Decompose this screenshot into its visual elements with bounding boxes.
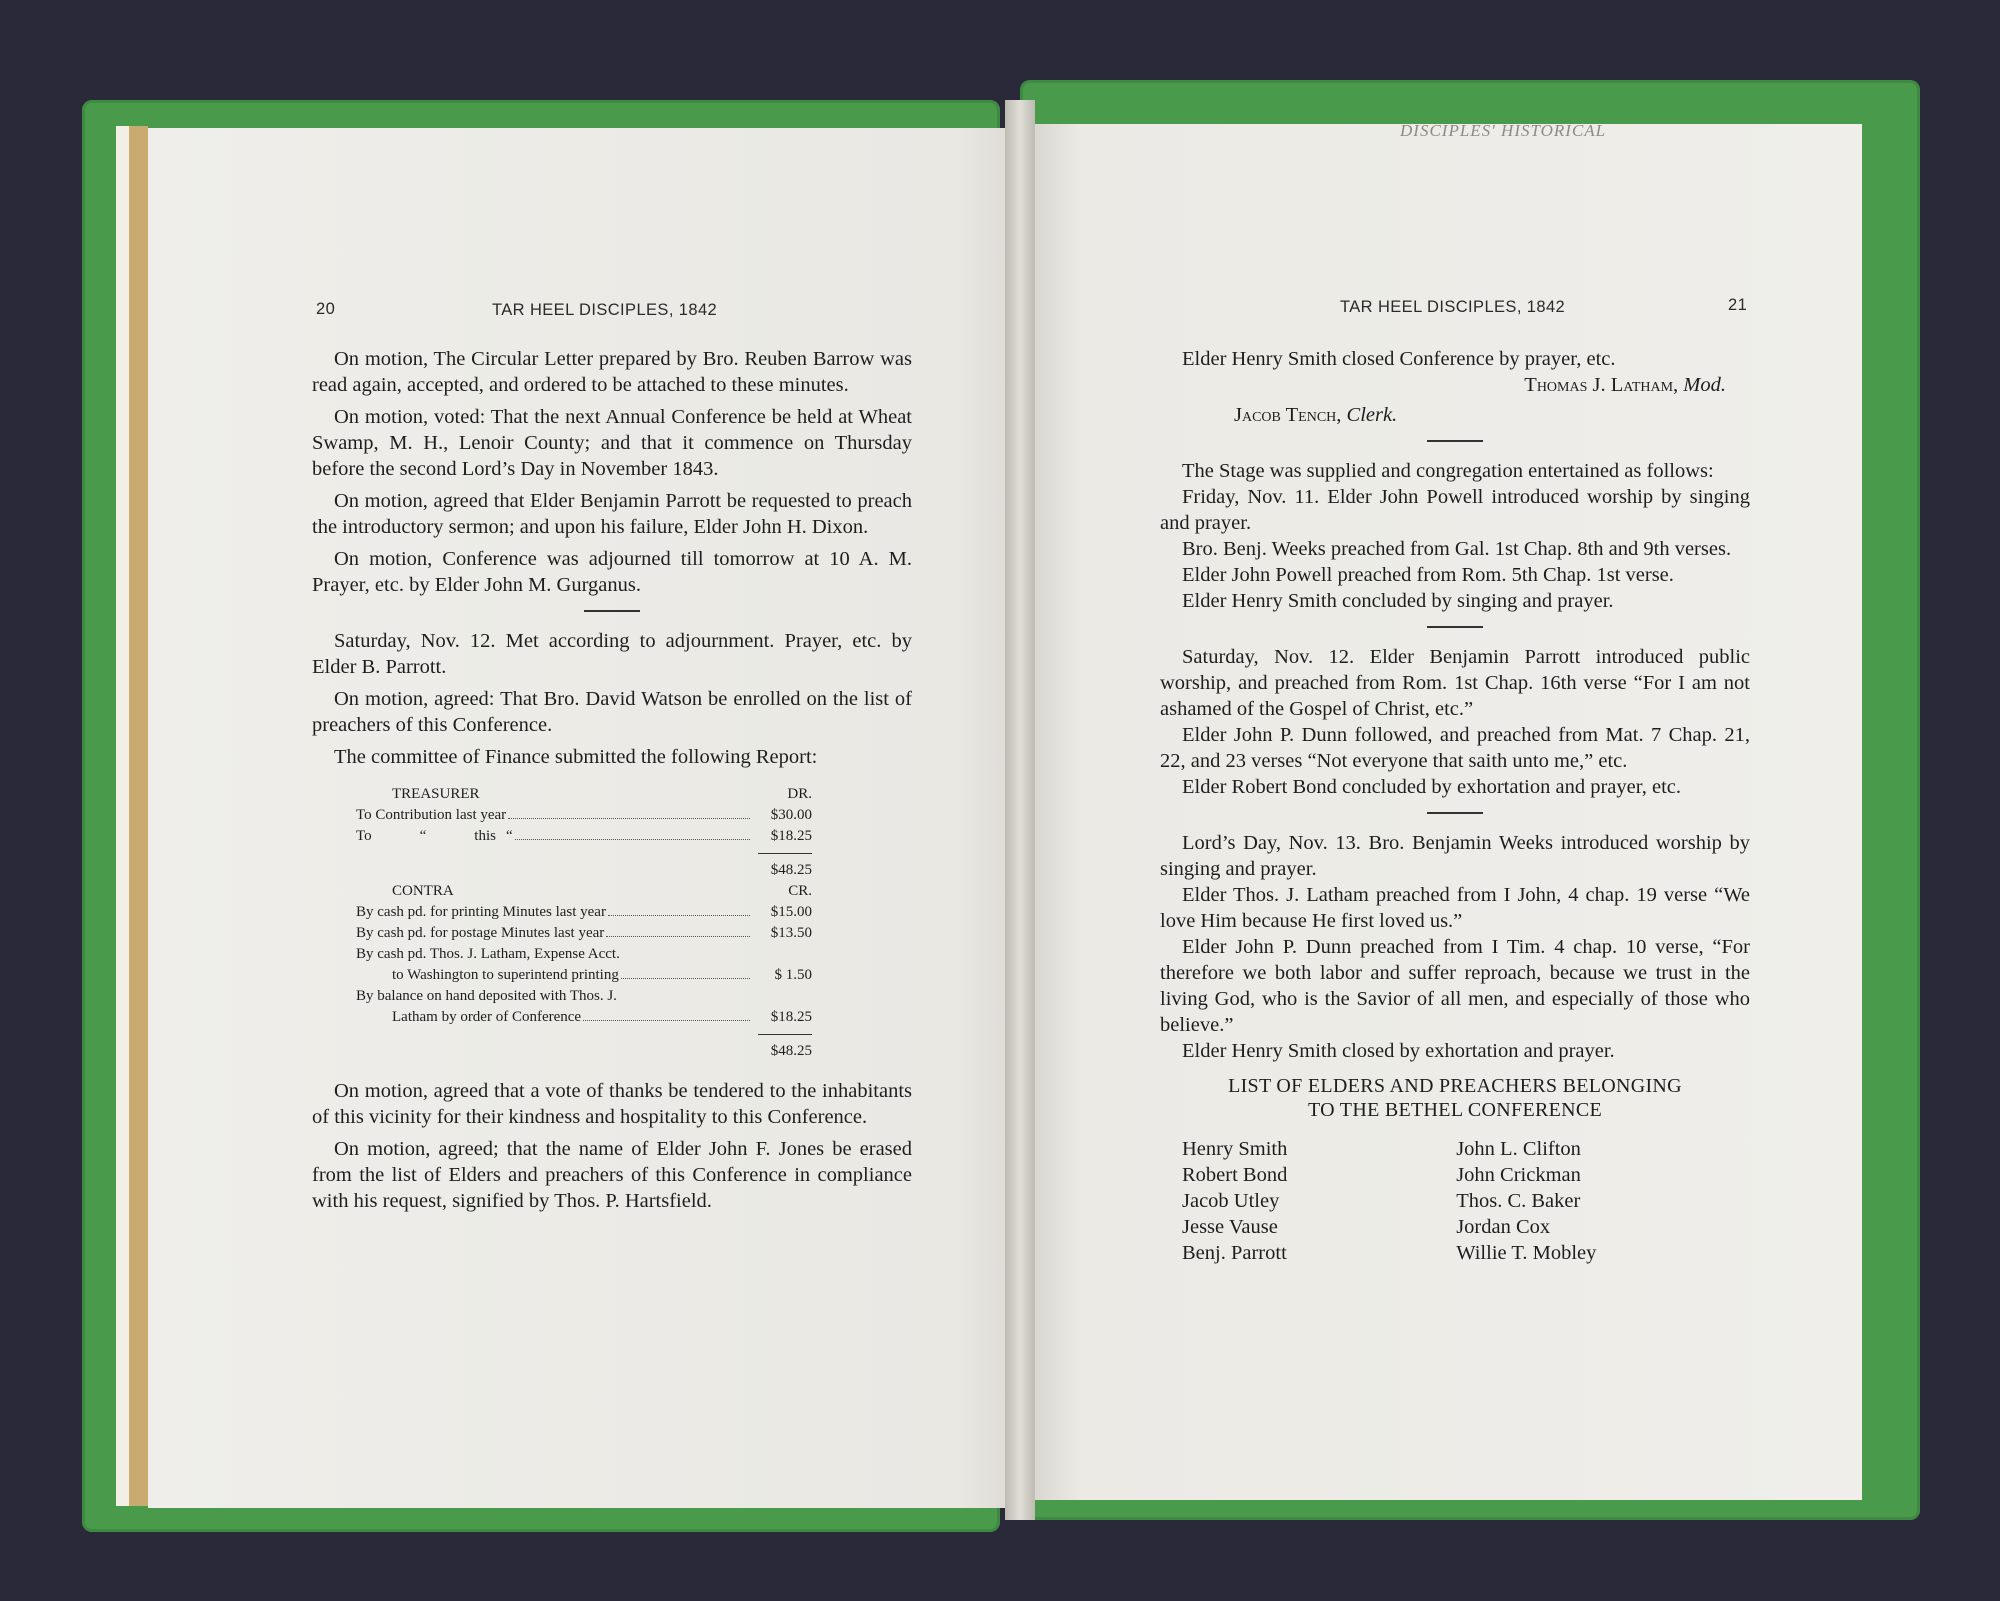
spine-label: DISCIPLES' HISTORICAL [1400,121,1607,140]
list-item: Jacob Utley [1182,1190,1280,1212]
paragraph: Elder Henry Smith closed Conference by prayer, etc. [1182,348,1616,370]
paragraph: Saturday, Nov. 12. Met according to adjournment. Prayer, etc. by Elder B. Parrott. [312,630,912,678]
moderator-title: Mod. [1683,374,1726,396]
finance-item: By balance on hand deposited with Thos. J. [356,988,617,1004]
paragraph: The committee of Finance submitted the following Report: [334,746,818,768]
right-page-body [1160,346,1750,1266]
page-edge [116,126,148,1506]
finance-report [356,784,812,1062]
finance-amount: $18.25 [770,828,812,844]
section-rule [1427,812,1483,814]
paragraph: Elder John P. Dunn followed, and preached from Mat. 7 Chap. 21, 22, and 23 verses “Not everyone that saith unto me,” etc. [1160,724,1750,772]
list-item: Jesse Vause [1182,1216,1278,1238]
finance-item-to: To [356,828,372,844]
finance-amount: $18.25 [770,1009,812,1025]
list-item: Jordan Cox [1456,1216,1551,1238]
finance-item: By cash pd. for printing Minutes last year [356,904,606,920]
finance-row [356,826,812,847]
list-heading-line: TO THE BETHEL CONFERENCE [1307,1099,1603,1121]
list-item: Henry Smith [1182,1138,1288,1160]
finance-amount: $ 1.50 [774,967,812,983]
dr-label: DR. [787,786,812,802]
clerk-signature [1160,402,1750,428]
section-rule [1427,626,1483,628]
section-rule [1427,440,1483,442]
list-item: Willie T. Mobley [1456,1242,1597,1264]
paragraph: Friday, Nov. 11. Elder John Powell introduced worship by singing and prayer. [1160,486,1750,534]
left-page-body [312,346,912,1214]
finance-item: By cash pd. for postage Minutes last year [356,925,605,941]
finance-row [356,923,812,944]
finance-header-row [356,881,812,902]
names-list [1160,1136,1750,1266]
finance-row [356,944,812,965]
paragraph: On motion, agreed that Elder Benjamin Parrott be requested to preach the introductory sermon; and upon his failure, Elder John H. Dixon. [312,490,912,538]
names-column-1 [1160,1136,1456,1266]
cr-label: CR. [788,883,812,899]
book-gutter [1005,100,1035,1520]
paragraph: Saturday, Nov. 12. Elder Benjamin Parrott introduced public worship, and preached from Rom. 1st Chap. 16th verse “For I am not ashamed of the Gospel of Christ, etc.” [1160,646,1750,720]
paragraph: Bro. Benj. Weeks preached from Gal. 1st Chap. 8th and 9th verses. [1182,538,1732,560]
section-rule [584,610,640,612]
paragraph: Elder Thos. J. Latham preached from I John, 4 chap. 19 verse “We love Him because He first loved us.” [1160,884,1750,932]
finance-amount: $13.50 [770,925,812,941]
list-item: John Crickman [1456,1164,1581,1186]
finance-total: $48.25 [770,1043,812,1059]
finance-item: Latham by order of Conference [392,1009,582,1025]
finance-amount: $30.00 [770,807,812,823]
paragraph: On motion, The Circular Letter prepared by Bro. Reuben Barrow was read again, accepted, and ordered to be attached to these minutes. [312,348,912,396]
left-running-head: TAR HEEL DISCIPLES, 1842 [492,301,718,319]
list-item: Robert Bond [1182,1164,1288,1186]
paragraph: Elder Robert Bond concluded by exhortation and prayer, etc. [1182,776,1681,798]
finance-item: To Contribution last year [356,807,507,823]
contra-label: CONTRA [392,883,454,899]
finance-row [356,986,812,1007]
paragraph: On motion, Conference was adjourned till tomorrow at 10 A. M. Prayer, etc. by Elder John M. Gurganus. [312,548,912,596]
list-item: John L. Clifton [1456,1138,1581,1160]
list-heading [1160,1074,1750,1122]
finance-item: By cash pd. Thos. J. Latham, Expense Acct. [356,946,620,962]
finance-total: $48.25 [770,862,812,878]
clerk-name: Jacob Tench, [1234,404,1342,426]
finance-amount: $15.00 [770,904,812,920]
paragraph: Elder Henry Smith concluded by singing and prayer. [1182,590,1614,612]
paragraph: On motion, agreed; that the name of Elder John F. Jones be erased from the list of Elders and preachers of this Conference in compliance with his request, signified by Thos. P. Hartsfield. [312,1138,912,1212]
left-page-number: 20 [316,300,336,318]
finance-row [356,965,812,986]
right-running-head: TAR HEEL DISCIPLES, 1842 [1340,298,1566,316]
list-item: Benj. Parrott [1182,1242,1287,1264]
paragraph: On motion, agreed that a vote of thanks be tendered to the inhabitants of this vicinity for their kindness and hospitality to this Conference. [312,1080,912,1128]
paragraph: The Stage was supplied and congregation entertained as follows: [1182,460,1714,482]
paragraph: Elder Henry Smith closed by exhortation and prayer. [1182,1040,1615,1062]
paragraph: Elder John P. Dunn preached from I Tim. 4 chap. 10 verse, “For therefore we both labor and suffer reproach, because we trust in the living God, who is the Savior of all men, and especially of those who believe.” [1160,936,1750,1036]
paragraph: Lord’s Day, Nov. 13. Bro. Benjamin Weeks introduced worship by singing and prayer. [1160,832,1750,880]
finance-item: to Washington to superintend printing [392,967,619,983]
names-column-2 [1456,1136,1750,1266]
finance-row [356,805,812,826]
finance-row [356,1007,812,1028]
ditto-mark: “ [505,828,513,844]
paragraph: On motion, agreed: That Bro. David Watson be enrolled on the list of preachers of this Conference. [312,688,912,736]
paragraph: On motion, voted: That the next Annual Conference be held at Wheat Swamp, M. H., Lenoir County; and that it commence on Thursday before the second Lord’s Day in November 1843. [312,406,912,480]
ditto-mark: “ [419,828,427,844]
moderator-name: Thomas J. Latham, [1524,374,1679,396]
finance-item-this: this [474,828,496,844]
finance-header-row [356,784,812,805]
moderator-signature [1160,372,1750,398]
list-heading-line: LIST OF ELDERS AND PREACHERS BELONGING [1228,1075,1682,1097]
right-page-number: 21 [1728,296,1748,314]
finance-row [356,902,812,923]
treasurer-label: TREASURER [392,786,480,802]
paragraph: Elder John Powell preached from Rom. 5th Chap. 1st verse. [1182,564,1674,586]
list-item: Thos. C. Baker [1456,1190,1581,1212]
clerk-title: Clerk. [1346,404,1398,426]
